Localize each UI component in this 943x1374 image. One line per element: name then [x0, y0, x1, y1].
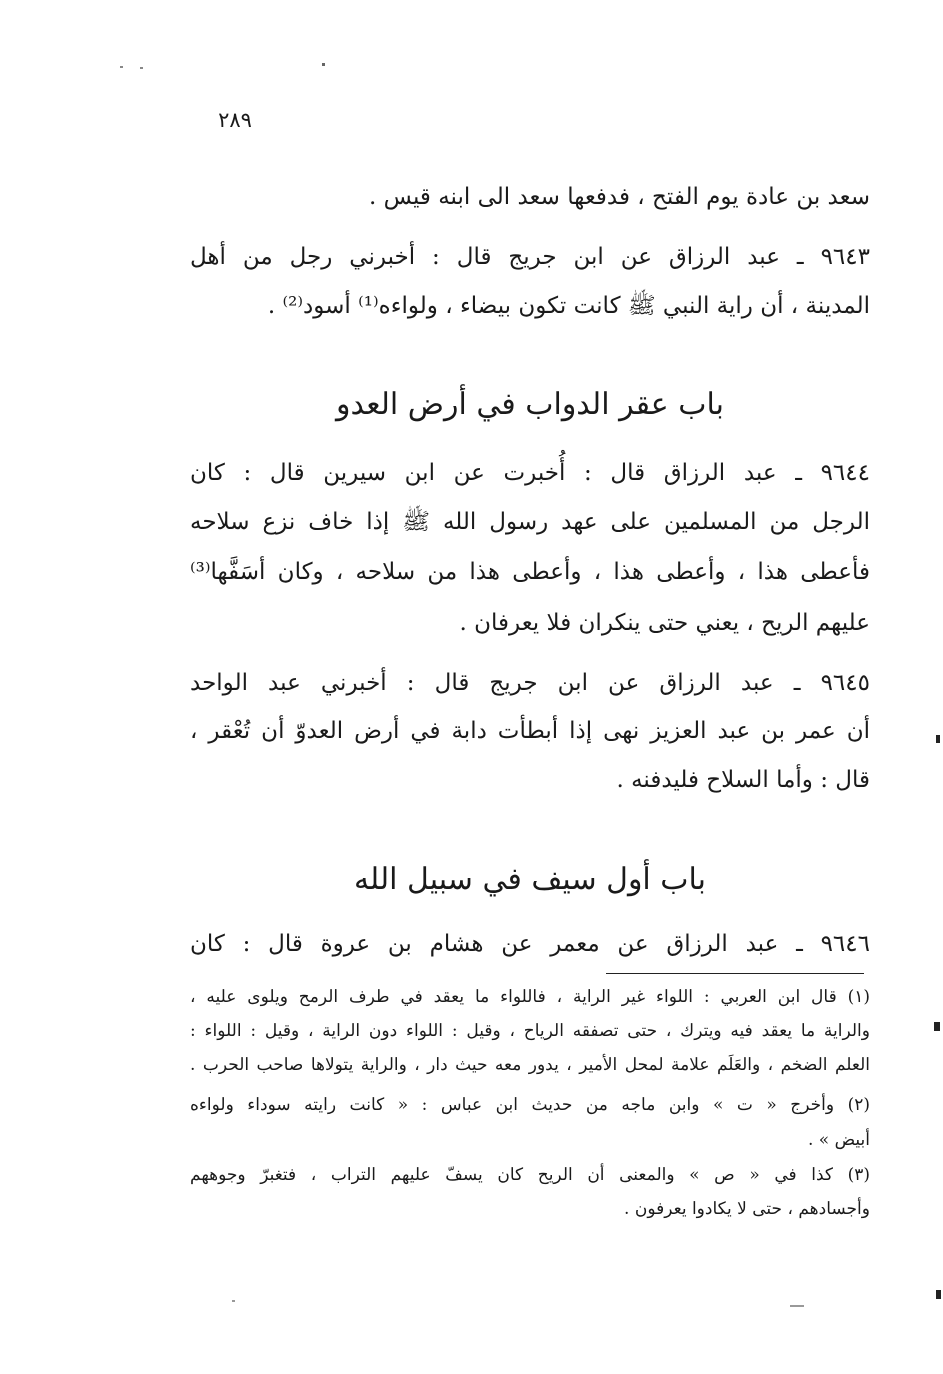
- footnote-2-line-2: أبيض » .: [807, 1130, 870, 1150]
- hadith-9645-line-1: ٩٦٤٥ ـ عبد الرزاق عن ابن جريج قال : أخبرني عبد الواحد: [190, 670, 870, 696]
- hadith-9645-line-3: قال : وأما السلاح فليدفنه .: [616, 767, 870, 793]
- scan-speck: [322, 63, 325, 66]
- chapter-heading-slaughtering-animals: باب عقر الدواب في أرض العدو: [336, 387, 724, 422]
- hadith-9643-line-1: ٩٦٤٣ ـ عبد الرزاق عن ابن جريج قال : أخبرني رجل من أهل: [190, 244, 870, 270]
- page-number: ٢٨٩: [218, 108, 252, 132]
- hadith-9646-line-1: ٩٦٤٦ ـ عبد الرزاق عن معمر عن هشام بن عروة قال : كان: [190, 931, 870, 957]
- hadith-9644-line-1: ٩٦٤٤ ـ عبد الرزاق قال : أُخبرت عن ابن سيرين قال : كان: [190, 460, 870, 486]
- footnote-1-line-2: والراية ما يعقد فيه ويترك ، حتى تصفقه الرياح ، وقيل : اللواء دون الراية ، وقيل : اللواء :: [190, 1021, 870, 1041]
- footnote-separator: [606, 973, 864, 974]
- hadith-9644-line-4: عليهم الريح ، يعني حتى ينكران فلا يعرفان .: [459, 610, 870, 636]
- chapter-heading-first-sword: باب أول سيف في سبيل الله: [353, 862, 707, 897]
- footnote-2-line-1: (٢) وأخرج « ت » وابن ماجه من حديث ابن عباس : « كانت رايته سوداء ولواءه: [190, 1095, 870, 1115]
- footnote-1-line-3: العلم الضخم ، والعَلَم علامة لمحل الأمير ، يدور معه حيث دار ، والراية يتولاها صاحب الحرب .: [190, 1055, 870, 1075]
- footnote-3-line-2: وأجسادهم ، حتى لا يكادوا يعرفون .: [624, 1199, 870, 1219]
- scan-speck: [140, 67, 143, 69]
- scan-speck: [936, 1290, 941, 1299]
- hadith-9645-line-2: أن عمر بن عبد العزيز نهى إذا أبطأت دابة في أرض العدوّ أن تُعْقر ،: [190, 718, 870, 744]
- scan-speck: [934, 1022, 940, 1031]
- scan-speck: [120, 66, 123, 68]
- scan-speck: [790, 1305, 804, 1307]
- scan-speck: [232, 1300, 235, 1302]
- text-line-sad-bin-ubada: سعد بن عادة يوم الفتح ، فدفعها سعد الى ابنه قيس .: [369, 184, 870, 210]
- hadith-9644-line-2: الرجل من المسلمين على عهد رسول الله ﷺ إذا خاف نزع سلاحه: [190, 509, 870, 535]
- hadith-9643-line-2: المدينة ، أن راية النبي ﷺ كانت تكون بيضاء ، ولواءه⁽¹⁾ أسود⁽²⁾ .: [267, 293, 870, 319]
- footnote-1-line-1: (١) قال ابن العربي : اللواء غير الراية ، فاللواء ما يعقد في طرف الرمح ويلوى عليه ،: [190, 987, 870, 1007]
- footnote-3-line-1: (٣) كذا في « ص » والمعنى أن الريح كان يسفّ عليهم التراب ، فتغبرّ وجوههم: [190, 1165, 870, 1185]
- hadith-9644-line-3: فأعطى هذا ، وأعطى هذا ، وأعطى هذا من سلاحه ، وكان أسَفَّها⁽³⁾: [190, 559, 870, 585]
- scan-speck: [936, 735, 940, 743]
